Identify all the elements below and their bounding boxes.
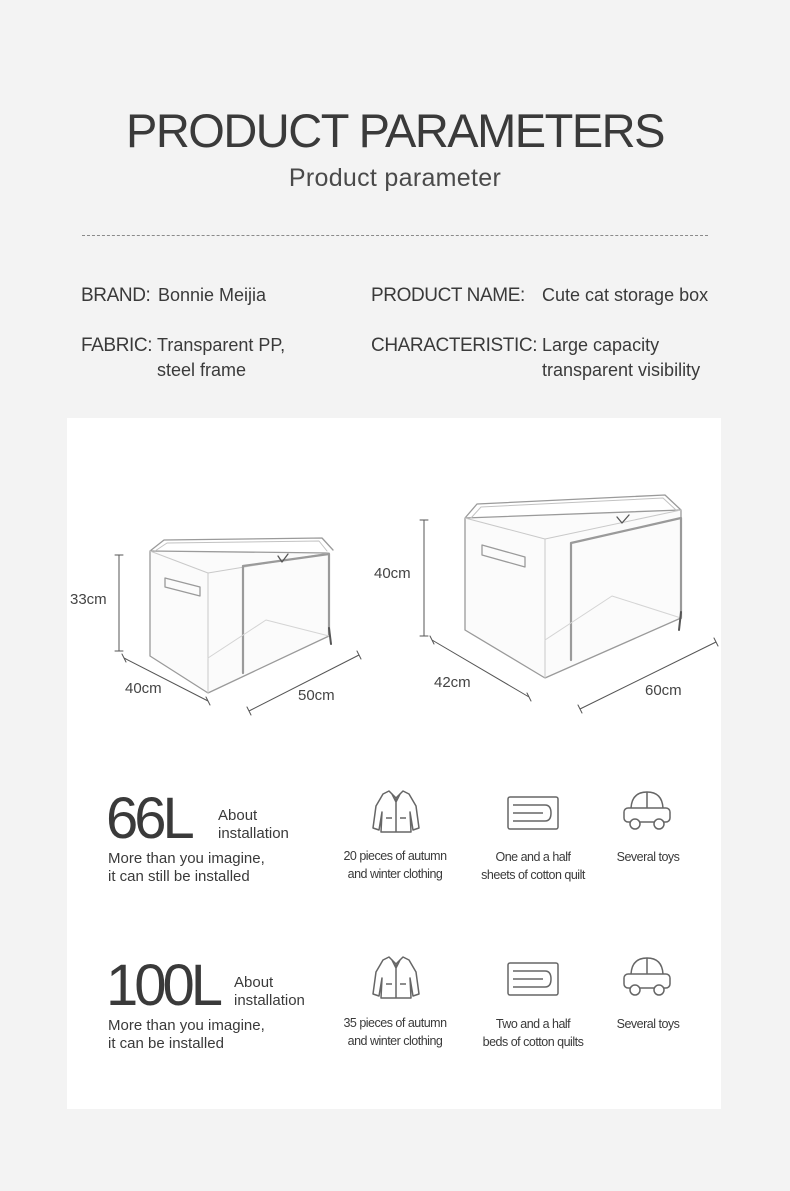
spec-fabric-label: FABRIC: xyxy=(81,335,153,356)
capacity-100-toys xyxy=(598,1015,698,1033)
capacity-66-quilt-2: sheets of cotton quilt xyxy=(481,868,585,882)
capacity-66-clothing-2: and winter clothing xyxy=(347,867,443,881)
page-title: PRODUCT PARAMETERS xyxy=(126,104,664,157)
large-box-width: 60cm xyxy=(645,682,682,699)
jacket-icon xyxy=(371,954,421,1000)
capacity-100-note xyxy=(108,1017,265,1053)
capacity-66-about-1: About xyxy=(218,807,258,824)
capacity-100-clothing xyxy=(325,1014,465,1050)
capacity-66-about-2: installation xyxy=(218,825,289,842)
capacity-66-volume: 66L xyxy=(106,786,191,851)
capacity-100-clothing-1: 35 pieces of autumn xyxy=(343,1016,447,1030)
quilt-icon xyxy=(507,962,559,996)
capacity-66-about xyxy=(218,807,289,843)
capacity-66-note-1: More than you imagine, xyxy=(108,850,265,867)
large-box-height: 40cm xyxy=(374,565,411,582)
capacity-66-clothing xyxy=(325,847,465,883)
capacity-100-quilt-1: Two and a half xyxy=(495,1017,571,1031)
small-box-height: 33cm xyxy=(70,591,107,608)
capacity-66-clothing-1: 20 pieces of autumn xyxy=(343,849,447,863)
capacity-100-note-2: it can be installed xyxy=(108,1035,224,1052)
capacity-66-quilt xyxy=(463,848,603,884)
capacity-100-quilt xyxy=(463,1015,603,1051)
capacity-100-clothing-2: and winter clothing xyxy=(347,1034,443,1048)
page-subtitle: Product parameter xyxy=(288,164,502,192)
spec-fabric-value-1: Transparent PP, xyxy=(157,335,286,355)
capacity-66-note xyxy=(108,850,265,886)
capacity-66-quilt-1: One and a half xyxy=(495,850,571,864)
quilt-icon xyxy=(507,796,559,830)
capacity-100-about-2: installation xyxy=(234,992,305,1009)
capacity-66-note-2: it can still be installed xyxy=(108,868,250,885)
capacity-100-note-1: More than you imagine, xyxy=(108,1017,265,1034)
spec-char-label: CHARACTERISTIC: xyxy=(371,335,538,356)
toy-car-icon xyxy=(622,790,672,832)
spec-char-value-1: Large capacity xyxy=(542,335,660,355)
spec-characteristic xyxy=(371,333,701,380)
spec-brand-value: Bonnie Meijia xyxy=(158,285,267,305)
spec-product-name xyxy=(371,283,709,308)
capacity-100-quilt-2: beds of cotton quilts xyxy=(482,1035,584,1049)
capacity-100-toys-text: Several toys xyxy=(616,1017,680,1031)
spec-name-value: Cute cat storage box xyxy=(542,285,709,305)
toy-car-icon xyxy=(622,956,672,998)
dashed-divider xyxy=(82,235,708,236)
capacity-100-volume: 100L xyxy=(106,953,220,1018)
spec-fabric-value-2: steel frame xyxy=(157,360,247,380)
small-box-depth: 40cm xyxy=(125,680,162,697)
large-box-depth: 42cm xyxy=(434,674,471,691)
spec-brand xyxy=(81,283,267,308)
capacity-100-about xyxy=(234,974,305,1010)
spec-name-label: PRODUCT NAME: xyxy=(371,285,525,306)
spec-brand-label: BRAND: xyxy=(81,285,151,306)
product-card xyxy=(67,418,721,1109)
capacity-66-toys xyxy=(598,848,698,866)
spec-char-value-2: transparent visibility xyxy=(542,360,701,380)
capacity-100-about-1: About xyxy=(234,974,274,991)
jacket-icon xyxy=(371,788,421,834)
small-box-width: 50cm xyxy=(298,687,335,704)
spec-fabric xyxy=(81,333,286,380)
capacity-66-toys-text: Several toys xyxy=(616,850,680,864)
